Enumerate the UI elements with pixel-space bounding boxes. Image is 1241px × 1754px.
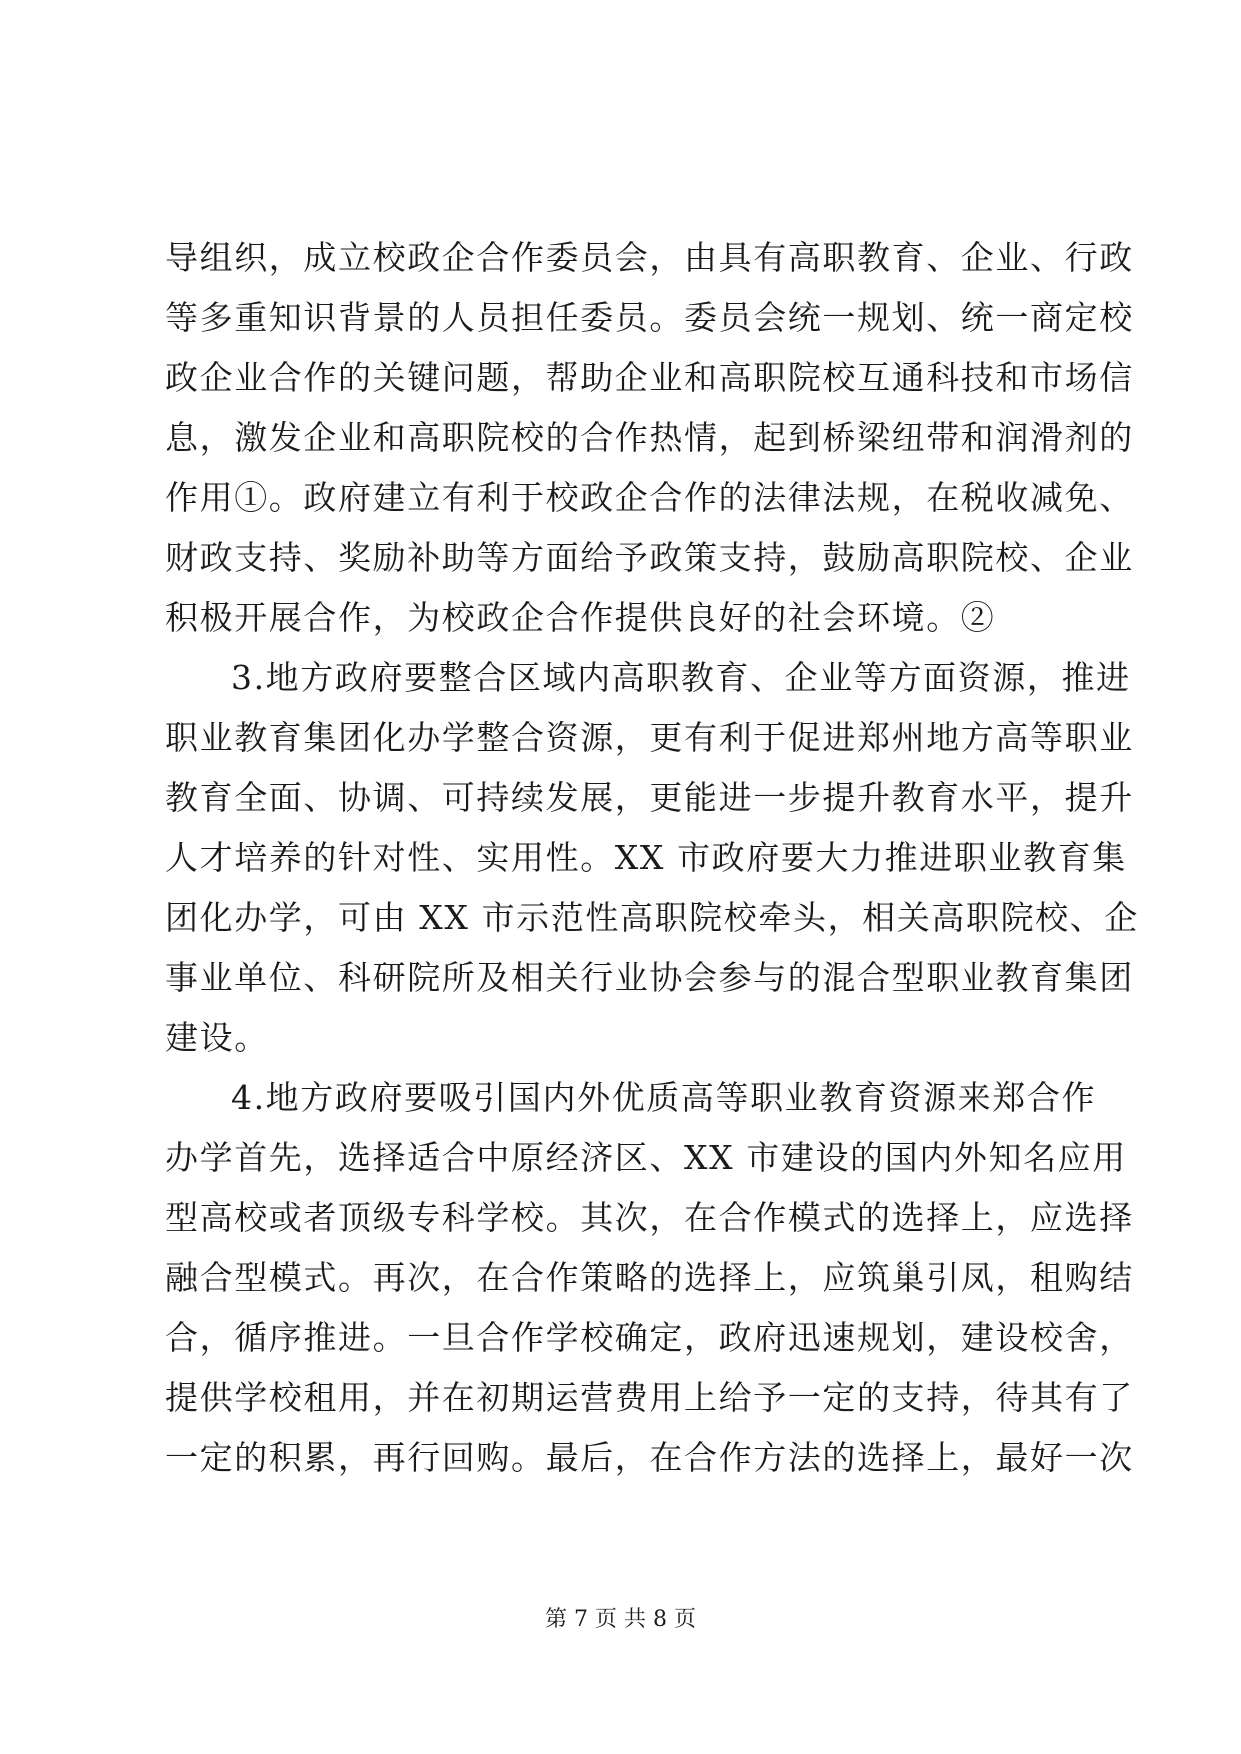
paragraph-line: 导组织，成立校政企合作委员会，由具有高职教育、企业、行政	[165, 238, 1134, 277]
paragraph-line: 团化办学，可由 XX 市示范性高职院校牵头，相关高职院校、企	[165, 898, 1139, 937]
paragraph-line: 事业单位、科研院所及相关行业协会参与的混合型职业教育集团	[165, 958, 1134, 997]
paragraph-line: 财政支持、奖励补助等方面给予政策支持，鼓励高职院校、企业	[165, 538, 1134, 577]
paragraph-line: 融合型模式。再次，在合作策略的选择上，应筑巢引凤，租购结	[165, 1258, 1134, 1297]
paragraph-line: 合，循序推进。一旦合作学校确定，政府迅速规划，建设校舍，	[165, 1318, 1134, 1357]
paragraph-line: 一定的积累，再行回购。最后，在合作方法的选择上，最好一次	[165, 1438, 1134, 1477]
page-number-footer: 第 7 页 共 8 页	[545, 1607, 696, 1632]
paragraph-first-line: 3.地方政府要整合区域内高职教育、企业等方面资源，推进	[231, 658, 1131, 697]
paragraph-first-line: 4.地方政府要吸引国内外优质高等职业教育资源来郑合作	[231, 1078, 1097, 1117]
paragraph-line: 等多重知识背景的人员担任委员。委员会统一规划、统一商定校	[165, 298, 1134, 337]
paragraph-2	[165, 648, 1139, 1068]
paragraph-line: 建设。	[165, 1018, 269, 1057]
paragraph-1	[165, 228, 1134, 648]
paragraph-3	[165, 1068, 1134, 1488]
paragraph-line: 型高校或者顶级专科学校。其次，在合作模式的选择上，应选择	[165, 1198, 1134, 1237]
paragraph-line: 政企业合作的关键问题，帮助企业和高职院校互通科技和市场信	[165, 358, 1134, 397]
paragraph-line: 息，激发企业和高职院校的合作热情，起到桥梁纽带和润滑剂的	[165, 418, 1134, 457]
paragraph-line: 提供学校租用，并在初期运营费用上给予一定的支持，待其有了	[165, 1378, 1134, 1417]
document-body	[165, 228, 1139, 1488]
paragraph-line: 积极开展合作，为校政企合作提供良好的社会环境。②	[165, 598, 996, 637]
paragraph-line: 教育全面、协调、可持续发展，更能进一步提升教育水平，提升	[165, 778, 1134, 817]
paragraph-line: 人才培养的针对性、实用性。XX 市政府要大力推进职业教育集	[165, 838, 1127, 877]
paragraph-line: 职业教育集团化办学整合资源，更有利于促进郑州地方高等职业	[165, 718, 1134, 757]
paragraph-line: 办学首先，选择适合中原经济区、XX 市建设的国内外知名应用	[165, 1138, 1127, 1177]
paragraph-line: 作用①。政府建立有利于校政企合作的法律法规，在税收减免、	[165, 478, 1134, 517]
